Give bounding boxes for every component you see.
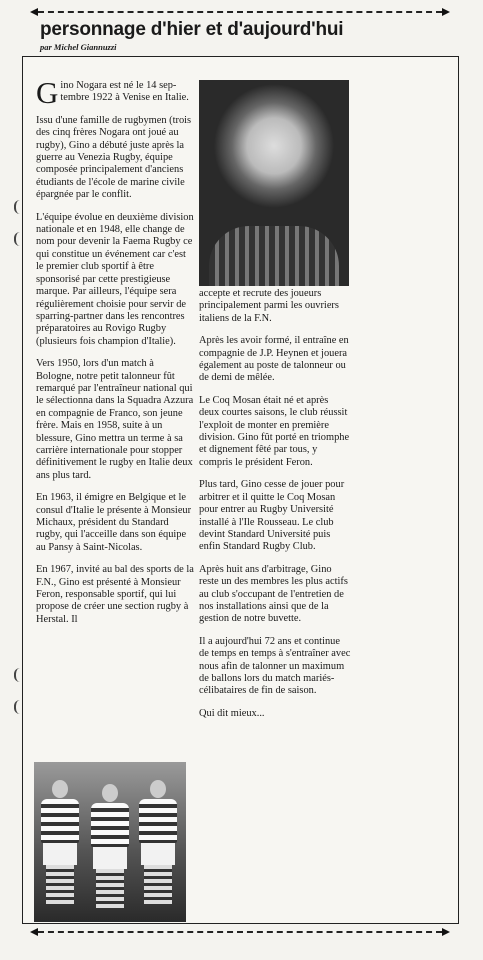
paragraph: Après les avoir formé, il entraîne en compagnie de J.P. Heynen et jouera également au poste de talonneur ou de demi de mêlée. (199, 335, 349, 384)
paragraph: L'équipe évolue en deuxième division nationale et en 1948, elle change de nom pour devenir la Faema Rugby ce qui constitue un événement car c'est le premier club sportif à être sponsorisé par cette prestigieuse marque. Par ailleurs, l'équipe sera régulièrement choisie pour servir de sparring-partner dans les rencontres préparatoires au Rovigo Rugby (plusieurs fois champion d'Italie). (36, 211, 194, 347)
article-byline: par Michel Giannuzzi (40, 42, 117, 52)
paragraph: Le Coq Mosan était né et après deux courtes saisons, le club réussit l'exploit de monter en première division. Gino fût porté en triomphe et dignement fêté par tous, y compris le président Feron. (199, 394, 350, 468)
article-left-column (36, 75, 194, 636)
portrait-photo (199, 80, 349, 286)
paragraph: Issu d'une famille de rugbymen (trois des cinq frères Nogara ont joué au rugby), Gino a débuté juste après la guerre au Venezia Rugby, équipe composée principalement d'anciens étudiants de l'école de marine civile épargnée par le conflit. (36, 114, 192, 201)
binder-hole-mark (14, 700, 20, 714)
player-figure (40, 780, 80, 910)
arrow-left-icon (30, 8, 38, 16)
team-photo (34, 762, 186, 922)
striped-jersey (209, 226, 339, 286)
binder-hole-mark (14, 668, 20, 682)
paragraph: Vers 1950, lors d'un match à Bologne, notre petit talonneur fût remarqué par l'entraîneur national qui le sélectionna dans la Squadra Azzura en compagnie de Franco, son jeune frère. Mais en 1958, suite à un blessure, Gino mettra un terme à sa carrière internationale pour stopper définitivement le rugby en Italie deux ans plus tard. (36, 358, 194, 481)
paragraph: Il a aujourd'hui 72 ans et continue de temps en temps à s'entraîner avec nous afin de talonner un maximum de ballons lors du match mariés-célibataires de fin de saison. (199, 635, 351, 697)
binder-hole-mark (14, 200, 20, 214)
player-figure (90, 784, 130, 914)
bottom-dashed-arrow (30, 928, 450, 936)
article-title: personnage d'hier et d'aujourd'hui (40, 19, 344, 40)
paragraph: Gino Nogara est né le 14 sep-tembre 1922 à Venise en Italie. (36, 75, 189, 110)
arrow-left-icon (30, 928, 38, 936)
paragraph: En 1967, invité au bal des sports de la F.N., Gino est présenté à Monsieur Feron, responsable sportif, qui lui propose de créer une section rugby à Herstal. Il (36, 564, 194, 625)
binder-hole-mark (14, 232, 20, 246)
paragraph: Plus tard, Gino cesse de jouer pour arbitrer et il quitte le Coq Mosan pour entrer au Rugby Université installé à l'Ile Rousseau. Le club devint Standard Université puis enfin Standard Rugby Club. (199, 479, 345, 553)
paragraph: accepte et recrute des joueurs principalement parmi les ouvriers italiens de la F.N. (199, 288, 339, 324)
paragraph: En 1963, il émigre en Belgique et le consul d'Italie le présente à Monsieur Michaux, président du Standard rugby, qui l'acceille dans son équipe au Pansy à Saint-Nicolas. (36, 492, 192, 553)
paragraph: Après huit ans d'arbitrage, Gino reste un des membres les plus actifs au club s'occupant de l'entretien de nos installations ainsi que de la gestion de notre buvette. (199, 563, 348, 625)
top-dashed-arrow (30, 8, 450, 16)
arrow-right-icon (442, 8, 450, 16)
arrow-right-icon (442, 928, 450, 936)
article-right-column (199, 288, 351, 730)
player-figure (138, 780, 178, 910)
paragraph: Qui dit mieux... (199, 707, 265, 719)
drop-cap: G (36, 75, 59, 110)
